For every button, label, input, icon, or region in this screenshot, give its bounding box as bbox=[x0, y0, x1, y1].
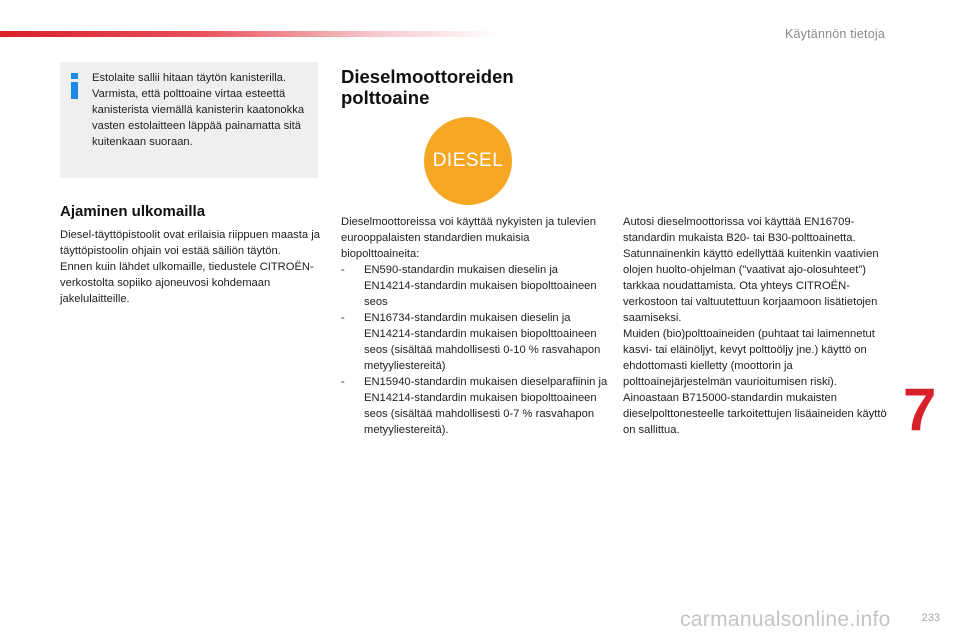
list-item bbox=[341, 262, 609, 310]
chapter-number: 7 bbox=[903, 376, 937, 443]
info-icon bbox=[68, 73, 82, 99]
biofuel-list bbox=[341, 262, 609, 438]
diesel-fuel-badge bbox=[424, 117, 512, 205]
list-dash: - bbox=[341, 312, 345, 324]
section-title: Käytännön tietoja bbox=[784, 27, 885, 41]
page-number: 233 bbox=[921, 612, 940, 624]
diesel-intro: Dieselmoottoreissa voi käyttää nykyisten ja tulevien eurooppalaisten standardien mukaisia biopolttoaineita: bbox=[341, 216, 596, 260]
abroad-heading: Ajaminen ulkomailla bbox=[60, 203, 206, 220]
header-accent-bar bbox=[0, 31, 500, 37]
list-item-text: EN16734-standardin mukaisen dieselin ja EN14214-standardin mukaisen biopolttoaineen seos (sisältää mahdollisesti 0-10 % rasvahapon metyyliestereitä) bbox=[364, 312, 601, 372]
list-item bbox=[341, 310, 609, 374]
diesel-right-column bbox=[623, 214, 893, 438]
right-paragraph-2: Muiden (bio)polttoaineiden (puhtaat tai laimennetut kasvi- tai eläinöljyt, kevyt polttoöljy jne.) käyttö on ehdottomasti kielletty (moottorin ja polttoainejärjestelmän vaurioitumisen riski). Ainoastaan B715000-standardin mukaisten dieselpolttonesteelle tarkoitettujen lisäaineiden käyttö on sallittua. bbox=[623, 328, 887, 436]
abroad-paragraph-2: Ennen kuin lähdet ulkomaille, tiedustele CITROËN-verkostolta sopiiko ajoneuvosi kohdemaan jakelulaitteille. bbox=[60, 261, 314, 305]
diesel-badge-label: DIESEL bbox=[432, 150, 504, 171]
list-dash: - bbox=[341, 264, 345, 276]
list-item-text: EN15940-standardin mukaisen dieselparafiinin ja EN14214-standardin mukaisen biopolttoaineen seos (sisältää mahdollisesti 0-7 % rasvahapon metyyliestereitä). bbox=[364, 376, 608, 436]
watermark: carmanualsonline.info bbox=[680, 608, 891, 631]
right-paragraph-1: Autosi dieselmoottorissa voi käyttää EN16709-standardin mukaista B20- tai B30-polttoainetta. Satunnainenkin käyttö edellyttää kuitenkin vaativien olojen huolto-ohjelman ("vaativat ajo-olosuhteet") tarkkaa noudattamista. Ota yhteys CITROËN-verkostoon tai valtuutettuun korjaamoon lisätietojen saamiseksi. bbox=[623, 216, 879, 324]
abroad-paragraph-1: Diesel-täyttöpistoolit ovat erilaisia riippuen maasta ja täyttöpistoolin ohjain voi estää säiliön täytön. bbox=[60, 229, 320, 257]
diesel-middle-column bbox=[341, 214, 609, 438]
list-item-text: EN590-standardin mukaisen dieselin ja EN14214-standardin mukaisen biopolttoaineen seos bbox=[364, 264, 597, 308]
list-item bbox=[341, 374, 609, 438]
list-dash: - bbox=[341, 376, 345, 388]
info-box-text: Estolaite sallii hitaan täytön kanisterilla. Varmista, että polttoaine virtaa esteettä kanisterista viemällä kanisterin kaatonokka vasten estolaitteen läppää painamatta sitä kuitenkaan suoraan. bbox=[92, 72, 305, 148]
info-box bbox=[60, 62, 318, 178]
diesel-heading: Dieselmoottoreiden polttoaine bbox=[341, 66, 514, 108]
abroad-text bbox=[60, 227, 320, 307]
